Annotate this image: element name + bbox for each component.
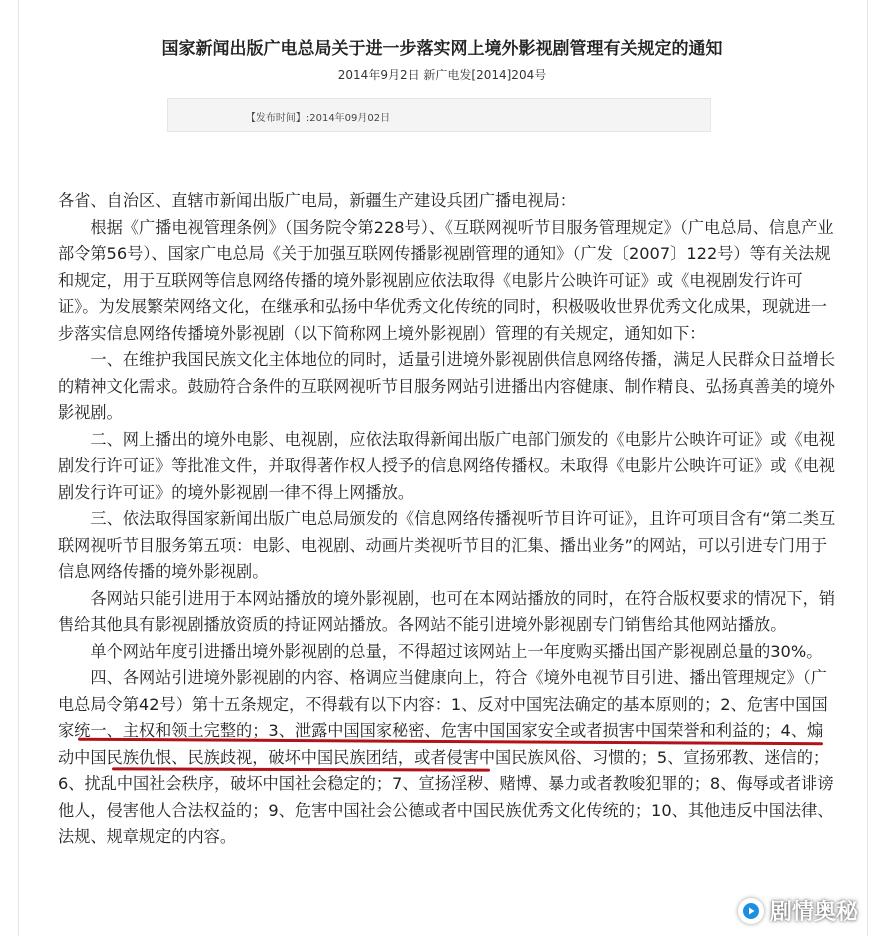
paragraph-1: 一、在维护我国民族文化主体地位的同时，适量引进境外影视剧供信息网络传播，满足人民群众日益增长的精神文化需求。鼓励符合条件的互联网视听节目服务网站引进播出内容健康、制作精良、弘扬真善美的境外影视剧。 (58, 350, 836, 422)
paragraph-3-sub: 各网站只能引进用于本网站播放的境外影视剧，也可在本网站播放的同时，在符合版权要求的情况下，销售给其他具有影视剧播放资质的持证网站播放。各网站不能引进境外影视剧专门销售给其他网站播放。 (58, 588, 836, 634)
paragraph-2: 二、网上播出的境外电影、电视剧，应依法取得新闻出版广电部门颁发的《电影片公映许可证》或《电视剧发行许可证》等批准文件，并取得著作权人授予的信息网络传播权。未取得《电影片公映许可证》或《电视剧发行许可证》的境外影视剧一律不得上网播放。 (58, 429, 836, 502)
publish-info-box (167, 98, 711, 132)
watermark (738, 895, 858, 926)
paragraph-intro: 根据《广播电视管理条例》（国务院令第228号）、《互联网视听节目服务管理规定》（广电总局、信息产业部令第56号）、国家广电总局《关于加强互联网传播影视剧管理的通知》（广发〔2007〕122号）等有关法规和规定，用于互联网等信息网络传播的境外影视剧应依法取得《电影片公映许可证》或《电视剧发行许可证》。为发展繁荣网络文化，在继承和弘扬中华优秀文化传统的同时，积极吸收世界优秀文化成果，现就进一步落实信息网络传播境外影视剧（以下简称网上境外影视剧）管理的有关规定，通知如下： (58, 217, 834, 343)
paragraph-quota-highlighted: 单个网站年度引进播出境外影视剧的总量，不得超过该网站上一年度购买播出国产影视剧总量的30%。 (90, 641, 823, 661)
paragraph-3: 三、依法取得国家新闻出版广电总局颁发的《信息网络传播视听节目许可证》，且许可项目含有“第二类互联网视听节目服务第五项：电影、电视剧、动画片类视听节目的汇集、播出业务”的网站，可以引进专门用于信息网络传播的境外影视剧。 (58, 509, 836, 581)
document-number: 2014年9月2日 新广电发[2014]204号 (337, 68, 547, 82)
video-logo-icon (738, 898, 764, 924)
salutation: 各省、自治区、直辖市新闻出版广电局，新疆生产建设兵团广播电视局： (58, 191, 576, 210)
watermark-text: 剧情奥秘 (769, 900, 858, 925)
article-body (58, 188, 838, 851)
page-title: 国家新闻出版广电总局关于进一步落实网上境外影视剧管理有关规定的通知 (161, 39, 723, 59)
paragraph-4: 四、各网站引进境外影视剧的内容、格调应当健康向上，符合《境外电视节目引进、播出管理规定》（广电总局令第42号）第十五条规定，不得载有以下内容：1、反对中国宪法确定的基本原则的；2、危害中国国家统一、主权和领土完整的；3、泄露中国国家秘密、危害中国国家安全或者损害中国荣誉和利益的；4、煽动中国民族仇恨、民族歧视，破坏中国民族团结，或者侵害中国民族风俗、习惯的；5、宣扬邪教、迷信的；6、扰乱中国社会秩序，破坏中国社会稳定的；7、宣扬淫秽、赌博、暴力或者教唆犯罪的；8、侮辱或者诽谤他人，侵害他人合法权益的；9、危害中国社会公德或者中国民族优秀文化传统的；10、其他违反中国法律、法规、规章规定的内容。 (58, 668, 834, 846)
publish-time: 【发布时间】:2014年09月02日 (245, 113, 391, 124)
